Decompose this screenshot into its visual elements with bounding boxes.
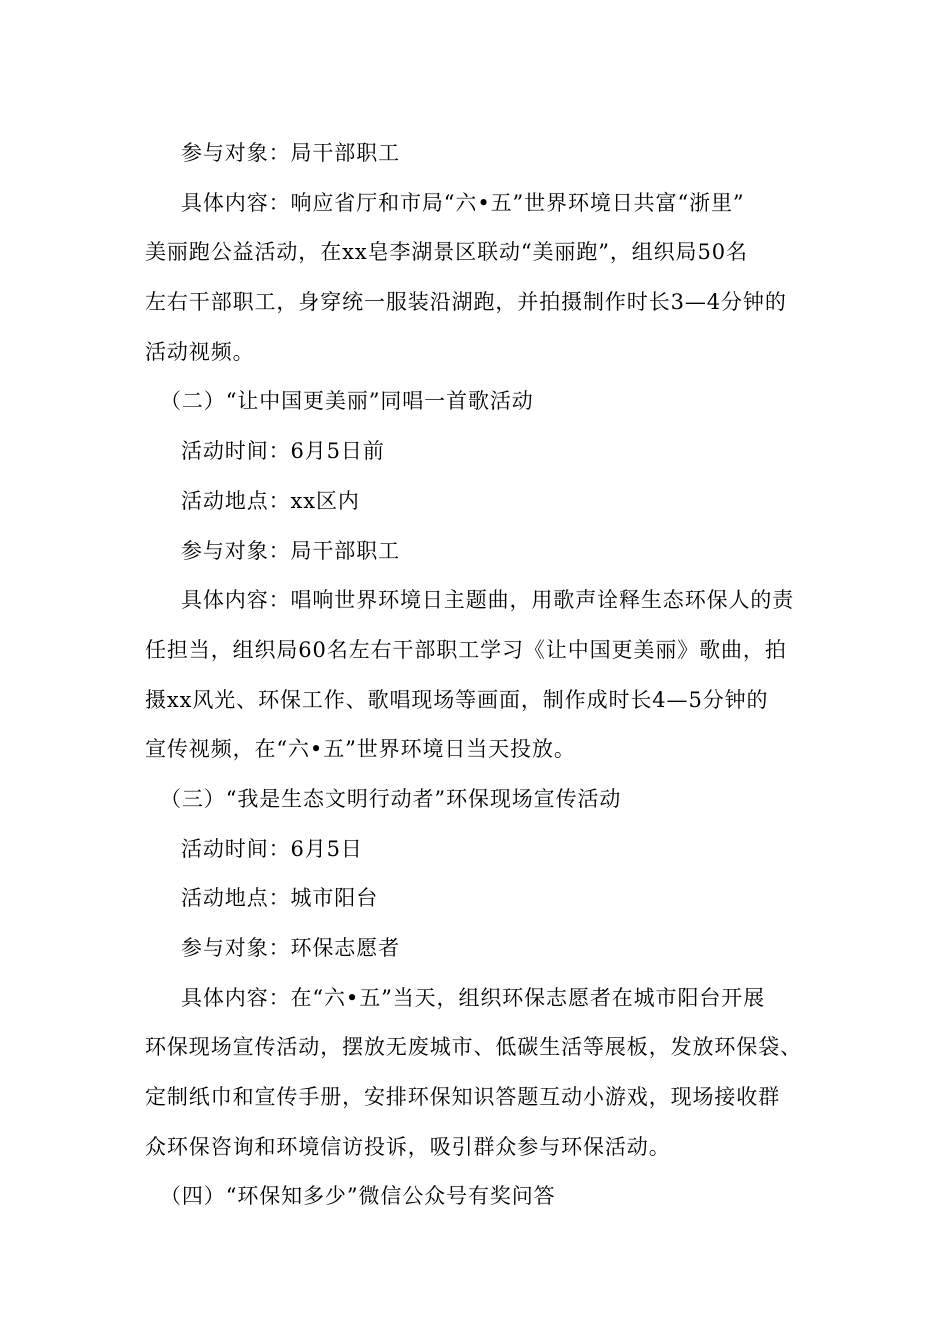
section-heading-3: （三）“我是生态文明行动者”环保现场宣传活动 [160,787,622,811]
section-heading-4: （四）“环保知多少”微信公众号有奖问答 [160,1184,556,1208]
time-line-3: 活动时间：6月5日 [181,837,363,861]
time-line-2: 活动时间：6月5日前 [181,439,385,463]
content-line-3b: 环保现场宣传活动，摆放无废城市、低碳生活等展板，发放环保袋、 [145,1035,802,1059]
participants-line-1: 参与对象：局干部职工 [181,141,400,165]
content-line-2a: 具体内容：唱响世界环境日主题曲，用歌声诠释生态环保人的责 [181,588,795,612]
section-heading-2: （二）“让中国更美丽”同唱一首歌活动 [160,389,534,413]
content-line-3d: 众环保咨询和环境信访投诉，吸引群众参与环保活动。 [145,1135,671,1159]
content-line-1b: 美丽跑公益活动，在xx皂李湖景区联动“美丽跑”，组织局50名 [145,240,748,264]
content-line-2b: 任担当，组织局60名左右干部职工学习《让中国更美丽》歌曲，拍 [145,638,787,662]
location-line-3: 活动地点：城市阳台 [181,886,379,910]
content-line-1d: 活动视频。 [145,340,255,364]
content-line-1c: 左右干部职工，身穿统一服装沿湖跑，并拍摄制作时长3—4分钟的 [145,290,787,314]
content-line-1a: 具体内容：响应省厅和市局“六•五”世界环境日共富“浙里” [181,191,745,215]
participants-line-3: 参与对象：环保志愿者 [181,936,400,960]
participants-line-2: 参与对象：局干部职工 [181,539,400,563]
content-line-3c: 定制纸巾和宣传手册，安排环保知识答题互动小游戏，现场接收群 [145,1085,781,1109]
content-line-3a: 具体内容：在“六•五”当天，组织环保志愿者在城市阳台开展 [181,986,766,1010]
content-line-2c: 摄xx风光、环保工作、歌唱现场等画面，制作成时长4—5分钟的 [145,688,769,712]
location-line-2: 活动地点：xx区内 [181,489,360,513]
content-line-2d: 宣传视频，在“六•五”世界环境日当天投放。 [145,737,576,761]
